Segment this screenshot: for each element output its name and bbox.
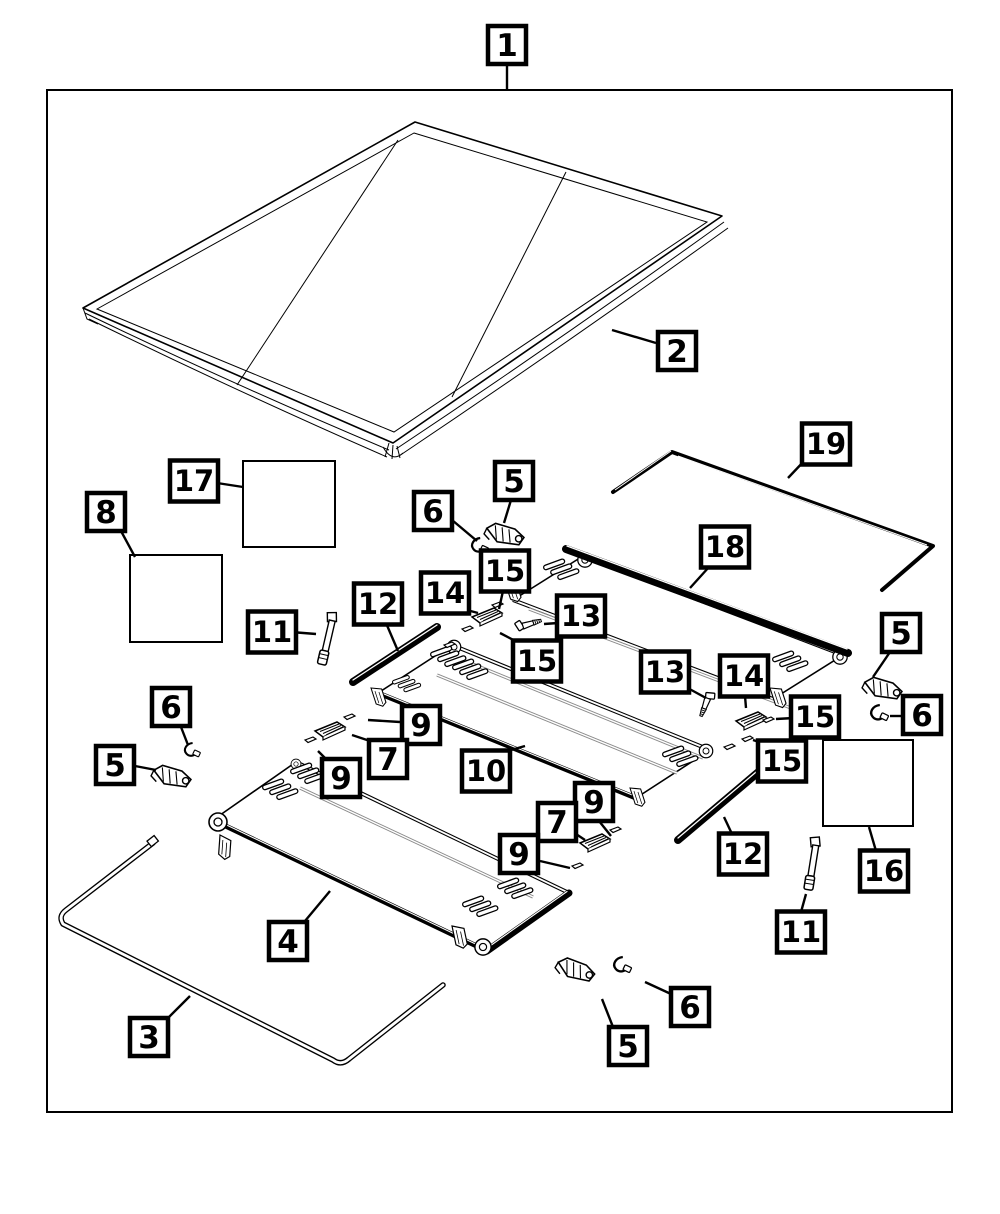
hardware-box-16: [823, 740, 913, 826]
callout-16-22[interactable]: [860, 827, 908, 892]
hook-6-bottom: [614, 957, 632, 973]
callout-8-3[interactable]: [87, 493, 135, 557]
callout-number: 2: [666, 334, 688, 370]
latch-5-right: [861, 676, 903, 699]
callout-11-24[interactable]: [777, 894, 825, 953]
callout-leader: [135, 766, 156, 770]
callout-number: 1: [496, 28, 518, 64]
callout-14-7[interactable]: [421, 573, 478, 614]
latch-5-left: [150, 764, 192, 787]
callout-3-33[interactable]: [130, 996, 190, 1056]
hinge-cluster-left: [305, 714, 355, 743]
callout-6-20[interactable]: [890, 696, 941, 734]
callout-leader: [121, 531, 135, 557]
callout-6-14[interactable]: [152, 688, 190, 745]
callout-leader: [540, 861, 570, 868]
callout-number: 12: [357, 587, 399, 621]
callout-14-17[interactable]: [720, 656, 768, 709]
callout-1-0[interactable]: [488, 26, 526, 90]
callout-number: 5: [890, 616, 912, 652]
callout-number: 15: [761, 744, 803, 778]
callout-number: 5: [503, 464, 525, 500]
callout-leader: [504, 500, 511, 523]
callout-number: 15: [516, 644, 558, 678]
callout-leader: [305, 891, 330, 921]
callout-17-2[interactable]: [170, 461, 243, 502]
callout-number: 9: [508, 837, 530, 873]
callout-number: 5: [617, 1029, 639, 1065]
callout-number: 19: [805, 427, 847, 461]
callout-9-27[interactable]: [318, 751, 360, 797]
callout-7-30[interactable]: [538, 803, 585, 841]
callout-number: 9: [410, 708, 432, 744]
callout-18-13[interactable]: [690, 527, 749, 589]
callout-number: 15: [794, 700, 836, 734]
side-seal-12-left: [353, 625, 437, 682]
callout-layer: [87, 26, 941, 1065]
callout-number: 18: [704, 530, 746, 564]
callout-leader: [690, 567, 709, 588]
hinge-cluster-bottom: [572, 827, 621, 869]
callout-leader: [869, 827, 876, 851]
callout-number: 6: [160, 690, 182, 726]
callout-number: 16: [863, 854, 905, 888]
callout-leader: [612, 330, 656, 343]
callout-leader: [873, 652, 890, 677]
callout-number: 14: [424, 576, 466, 610]
callout-number: 5: [104, 748, 126, 784]
callout-number: 17: [173, 464, 215, 498]
callout-leader: [452, 520, 477, 541]
prop-rod-11-left: [316, 611, 339, 666]
callout-leader: [217, 483, 243, 487]
perimeter-rod-19: [613, 451, 933, 590]
tonneau-cover-panel: [83, 122, 728, 459]
callout-number: 11: [251, 615, 293, 649]
callout-12-11[interactable]: [354, 584, 402, 652]
callout-leader: [645, 982, 671, 994]
callout-number: 8: [95, 495, 117, 531]
callout-number: 9: [330, 761, 352, 797]
callout-5-34[interactable]: [602, 999, 647, 1065]
callout-number: 13: [644, 655, 686, 689]
callout-6-35[interactable]: [645, 982, 709, 1026]
callout-number: 6: [911, 698, 933, 734]
callout-leader: [181, 727, 188, 745]
callout-15-6[interactable]: [481, 551, 529, 610]
prop-rod-11-right: [802, 836, 821, 891]
callout-15-21[interactable]: [753, 740, 806, 782]
callout-number: 12: [722, 837, 764, 871]
callout-number: 4: [277, 924, 299, 960]
callout-5-15[interactable]: [96, 746, 156, 784]
callout-number: 6: [422, 494, 444, 530]
latch-5-bottom: [554, 956, 597, 982]
callout-2-1[interactable]: [612, 330, 696, 370]
latch-5-top: [483, 522, 525, 545]
front-seal-rail-3: [61, 836, 443, 1063]
callout-number: 6: [679, 990, 701, 1026]
hardware-box-8: [130, 555, 222, 642]
callout-11-10[interactable]: [248, 612, 316, 653]
callout-number: 15: [484, 554, 526, 588]
callout-5-4[interactable]: [495, 462, 533, 523]
callout-number: 7: [377, 742, 399, 778]
callout-number: 9: [583, 785, 605, 821]
callout-leader: [168, 996, 190, 1018]
callout-19-12[interactable]: [788, 424, 850, 479]
callout-10-28[interactable]: [462, 746, 525, 792]
side-seal-12-right: [678, 767, 762, 840]
callout-number: 10: [465, 754, 507, 788]
callout-number: 7: [546, 805, 568, 841]
callout-number: 14: [723, 659, 765, 693]
callout-12-23[interactable]: [719, 817, 767, 875]
hook-6-right: [871, 705, 889, 721]
callout-number: 3: [138, 1020, 160, 1056]
callout-6-5[interactable]: [414, 492, 477, 541]
hardware-box-17: [243, 461, 335, 547]
callout-leader: [602, 999, 613, 1027]
callout-15-9[interactable]: [500, 633, 561, 682]
callout-5-19[interactable]: [873, 614, 920, 677]
callout-9-29[interactable]: [575, 783, 613, 836]
callout-13-16[interactable]: [641, 652, 706, 699]
callout-number: 11: [780, 915, 822, 949]
callout-leader: [368, 720, 400, 722]
callout-4-32[interactable]: [269, 891, 330, 960]
callout-number: 13: [560, 599, 602, 633]
bolt-13-left: [514, 614, 542, 632]
callout-leader: [386, 623, 398, 651]
